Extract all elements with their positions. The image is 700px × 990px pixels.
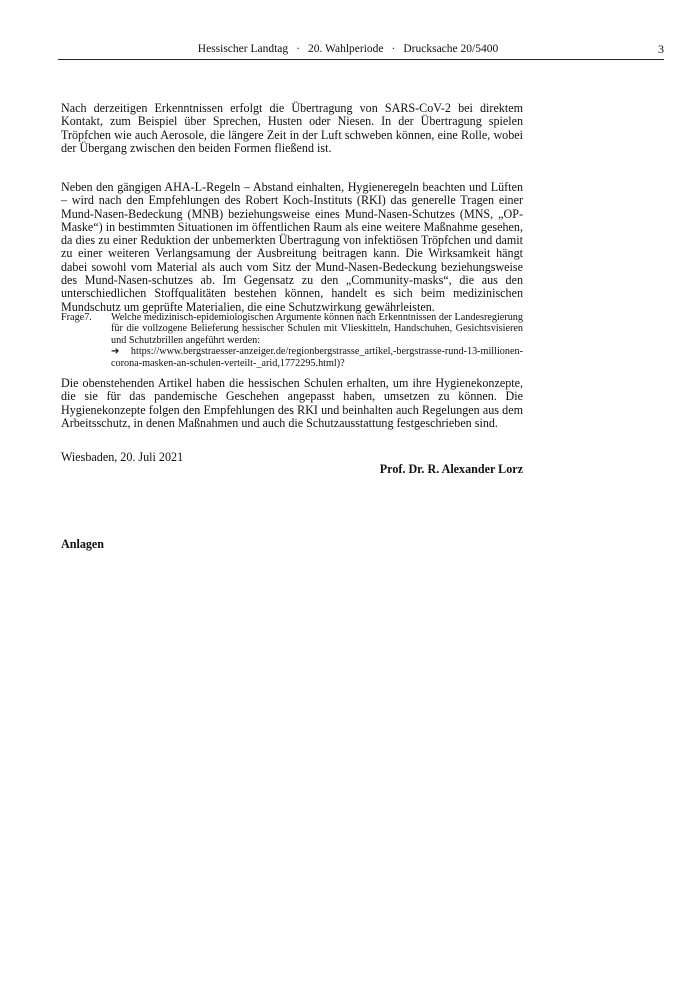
header-document-number: Drucksache 20/5400 — [403, 43, 499, 55]
header-center — [58, 42, 638, 56]
header-separator: · — [296, 43, 300, 55]
page-number: 3 — [658, 42, 664, 56]
question-link[interactable]: ➔ https://www.bergstraesser-anzeiger.de/regionbergstrasse_artikel,-bergstrasse-rund-13-millionen-corona-masken-an-schulen-verteilt-_arid,1772295.html)? — [111, 346, 523, 369]
question-label: Frage7. — [61, 312, 92, 323]
question-text: Welche medizinisch-epidemiologischen Argumente können nach Erkenntnissen der Landesregierung für die vollzogene Belieferung hessischer Schulen mit Vlieskitteln, Handschuhen, Gesichtsvisieren und Schutzbrillen angeführt werden: — [111, 312, 523, 346]
paragraph-transmission: Nach derzeitigen Erkenntnissen erfolgt die Übertragung von SARS-CoV-2 bei direktem Kontakt, zum Beispiel über Sprechen, Husten oder Niesen. In der Übertragung spielen Tröpfchen wie auch Aerosole, die längere Zeit in der Luft schweben können, eine Rolle, wobei der Übergang zwischen den beiden Formen fließend ist. — [61, 101, 523, 155]
place-date: Wiesbaden, 20. Juli 2021 — [61, 450, 184, 464]
signature: Prof. Dr. R. Alexander Lorz — [379, 462, 523, 476]
header-rule — [58, 59, 664, 60]
paragraph-masks: Neben den gängigen AHA-L-Regeln – Abstand einhalten, Hygieneregeln beachten und Lüften – wird nach den Empfehlungen des Robert Koch-Instituts (RKI) das generelle Tragen einer Mund-Nasen-Bedeckung (MNB) beziehungsweise eines Mund-Nasen-Schutzes (MNS, „OP-Maske“) in bestimmten Situationen im öffentlichen Raum als eine weitere Maßnahme gesehen, da dies zu einer Reduktion der unbemerkten Übertragung von infektiösen Tröpfchen und damit zu einer weiteren Verlangsamung der Ausbreitung beitragen kann. Die Wirksamkeit hängt dabei sowohl vom Material als auch vom Sitz der Mund-Nasen-Bedeckung beziehungsweise des Mund-Nasen-schutzes ab. Im Gegensatz zu den „Community-masks“, die aus den unterschiedlichen Stoffqualitäten bestehen können, handelt es sich beim medizinischen Mundschutz um geprüfte Materialien, die eine Schutzwirkung gewährleisten. — [61, 180, 523, 314]
question-text-block — [111, 312, 523, 369]
paragraph-answer: Die obenstehenden Artikel haben die hessischen Schulen erhalten, um ihre Hygienekonzepte, die sie für das pandemische Geschehen angepasst haben, umsetzen zu können. Die Hygienekonzepte folgen den Empfehlungen des RKI und beinhalten auch Regelungen aus dem Arbeitsschutz, in denen Maßnahmen und auch die Schutzausstattung festgeschrieben sind. — [61, 376, 523, 430]
header-separator: · — [391, 43, 396, 55]
header-publisher: Hessischer Landtag — [197, 43, 289, 55]
question-block — [61, 312, 523, 369]
header-period: 20. Wahlperiode — [308, 43, 384, 55]
attachments-heading: Anlagen — [61, 537, 105, 551]
